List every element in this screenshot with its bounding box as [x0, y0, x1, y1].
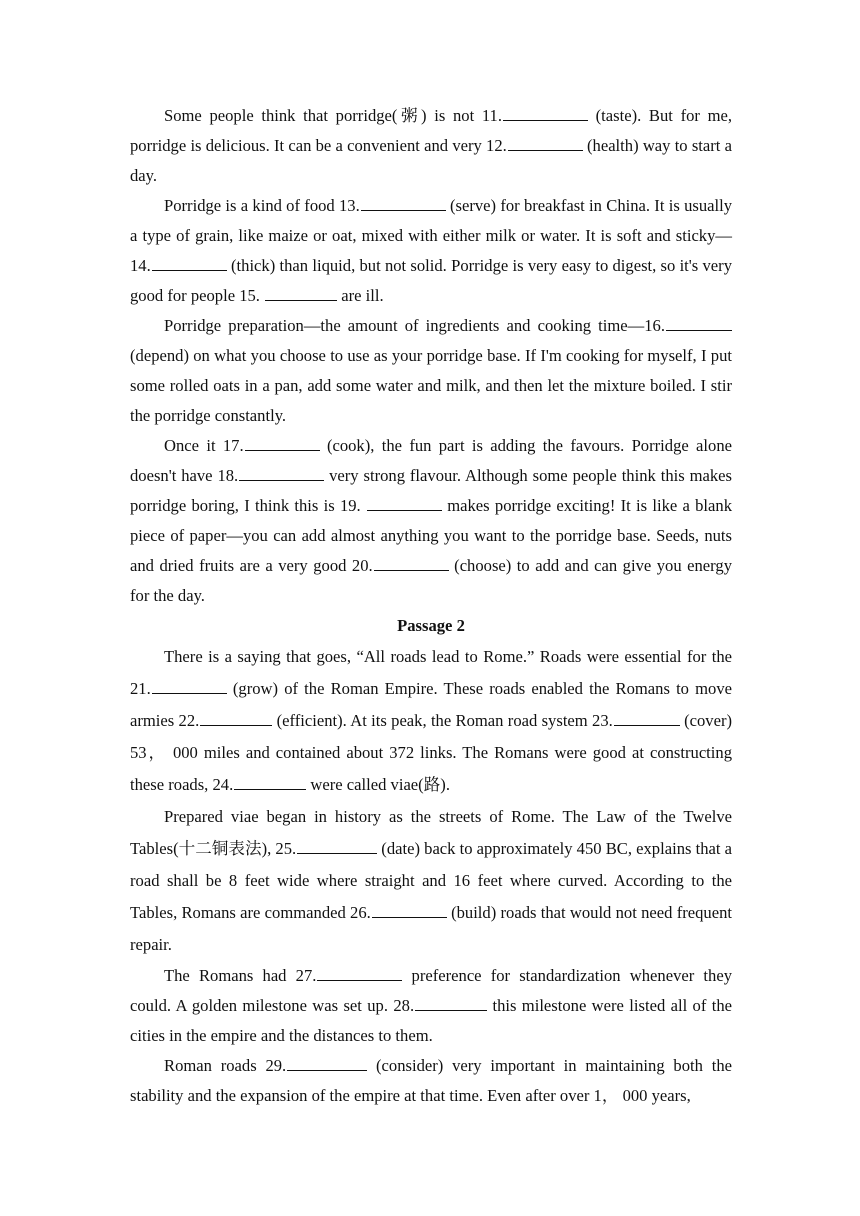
- paragraph-standardization: [130, 961, 732, 1051]
- text: were called viae(路).: [306, 775, 450, 794]
- answer-blank-13[interactable]: [361, 195, 446, 211]
- answer-blank-12[interactable]: [508, 135, 583, 151]
- paragraph-porridge-preparation: [130, 311, 732, 431]
- text: preference for standardization whenever they could. A golden milestone was set up. 28.: [130, 966, 732, 1015]
- text: (build) roads that would not need frequent repair.: [130, 903, 732, 954]
- text: There is a saying that goes, “All roads lead to Rome.” Roads were essential for the 21.: [130, 647, 732, 698]
- text: (efficient). At its peak, the Roman road system 23.: [272, 711, 613, 730]
- answer-blank-20[interactable]: [374, 555, 449, 571]
- text: (grow) of the Roman Empire. These roads enabled the Romans to move armies 22.: [130, 679, 732, 730]
- text: makes porridge exciting! It is like a blank piece of paper—you can add almost anything you want to the porridge base. Seeds, nuts and dried fruits are a very good 20.: [130, 496, 732, 575]
- text: Some people think that porridge(粥) is not 11.: [164, 106, 502, 125]
- answer-blank-14[interactable]: [152, 255, 227, 271]
- answer-blank-25[interactable]: [297, 838, 377, 854]
- paragraph-porridge-definition: [130, 191, 732, 311]
- text: (health) way to start a day.: [130, 136, 732, 185]
- text: (date) back to approximately 450 BC, explains that a road shall be 8 feet wide where straight and 16 feet where curved. According to the Tables, Romans are commanded 26.: [130, 839, 732, 922]
- answer-blank-21[interactable]: [152, 678, 227, 694]
- answer-blank-17[interactable]: [245, 435, 320, 451]
- answer-blank-28[interactable]: [415, 995, 487, 1011]
- text: Porridge is a kind of food 13.: [164, 196, 360, 215]
- text: The Romans had 27.: [164, 966, 317, 985]
- answer-blank-24[interactable]: [234, 774, 306, 790]
- passage-heading: Passage 2: [397, 616, 465, 635]
- paragraph-viae-history: [130, 801, 732, 961]
- text: (consider) very important in maintaining both the stability and the expansion of the empire at that time. Even after over 1， 000 years,: [130, 1056, 732, 1105]
- text: (cover) 53， 000 miles and contained about 372 links. The Romans were good at constructing these roads, 24.: [130, 711, 732, 794]
- paragraph-porridge-flavours: [130, 431, 732, 611]
- answer-blank-16[interactable]: [666, 315, 732, 331]
- answer-blank-27[interactable]: [317, 965, 402, 981]
- answer-blank-15[interactable]: [265, 285, 337, 301]
- text: very strong flavour. Although some people think this makes porridge boring, I think this is 19.: [130, 466, 732, 515]
- answer-blank-19[interactable]: [367, 495, 442, 511]
- text: (serve) for breakfast in China. It is usually a type of grain, like maize or oat, mixed with either milk or water. It is soft and sticky—14.: [130, 196, 732, 275]
- text: Porridge preparation—the amount of ingredients and cooking time—16.: [164, 316, 665, 335]
- text: (choose) to add and can give you energy for the day.: [130, 556, 732, 605]
- text: (taste). But for me, porridge is delicious. It can be a convenient and very 12.: [130, 106, 732, 155]
- text: Roman roads 29.: [164, 1056, 287, 1075]
- answer-blank-29[interactable]: [287, 1055, 367, 1071]
- answer-blank-22[interactable]: [200, 710, 272, 726]
- answer-blank-26[interactable]: [372, 902, 447, 918]
- paragraph-porridge-taste: [130, 101, 732, 191]
- text: (depend) on what you choose to use as your porridge base. If I'm cooking for myself, I put some rolled oats in a pan, add some water and milk, and then let the mixture boiled. I stir the porridge constantly.: [130, 346, 732, 425]
- document-body: [130, 101, 732, 1111]
- answer-blank-23[interactable]: [614, 710, 680, 726]
- text: this milestone were listed all of the cities in the empire and the distances to them.: [130, 996, 732, 1045]
- text: (cook), the fun part is adding the favours. Porridge alone doesn't have 18.: [130, 436, 732, 485]
- paragraph-roads-importance: [130, 1051, 732, 1111]
- text: are ill.: [337, 286, 384, 305]
- text: Prepared viae began in history as the streets of Rome. The Law of the Twelve Tables(十二铜表法), 25.: [130, 807, 732, 858]
- answer-blank-18[interactable]: [239, 465, 324, 481]
- text: (thick) than liquid, but not solid. Porridge is very easy to digest, so it's very good for people 15.: [130, 256, 732, 305]
- answer-blank-11[interactable]: [503, 105, 588, 121]
- paragraph-roman-roads: [130, 641, 732, 801]
- text: Once it 17.: [164, 436, 244, 455]
